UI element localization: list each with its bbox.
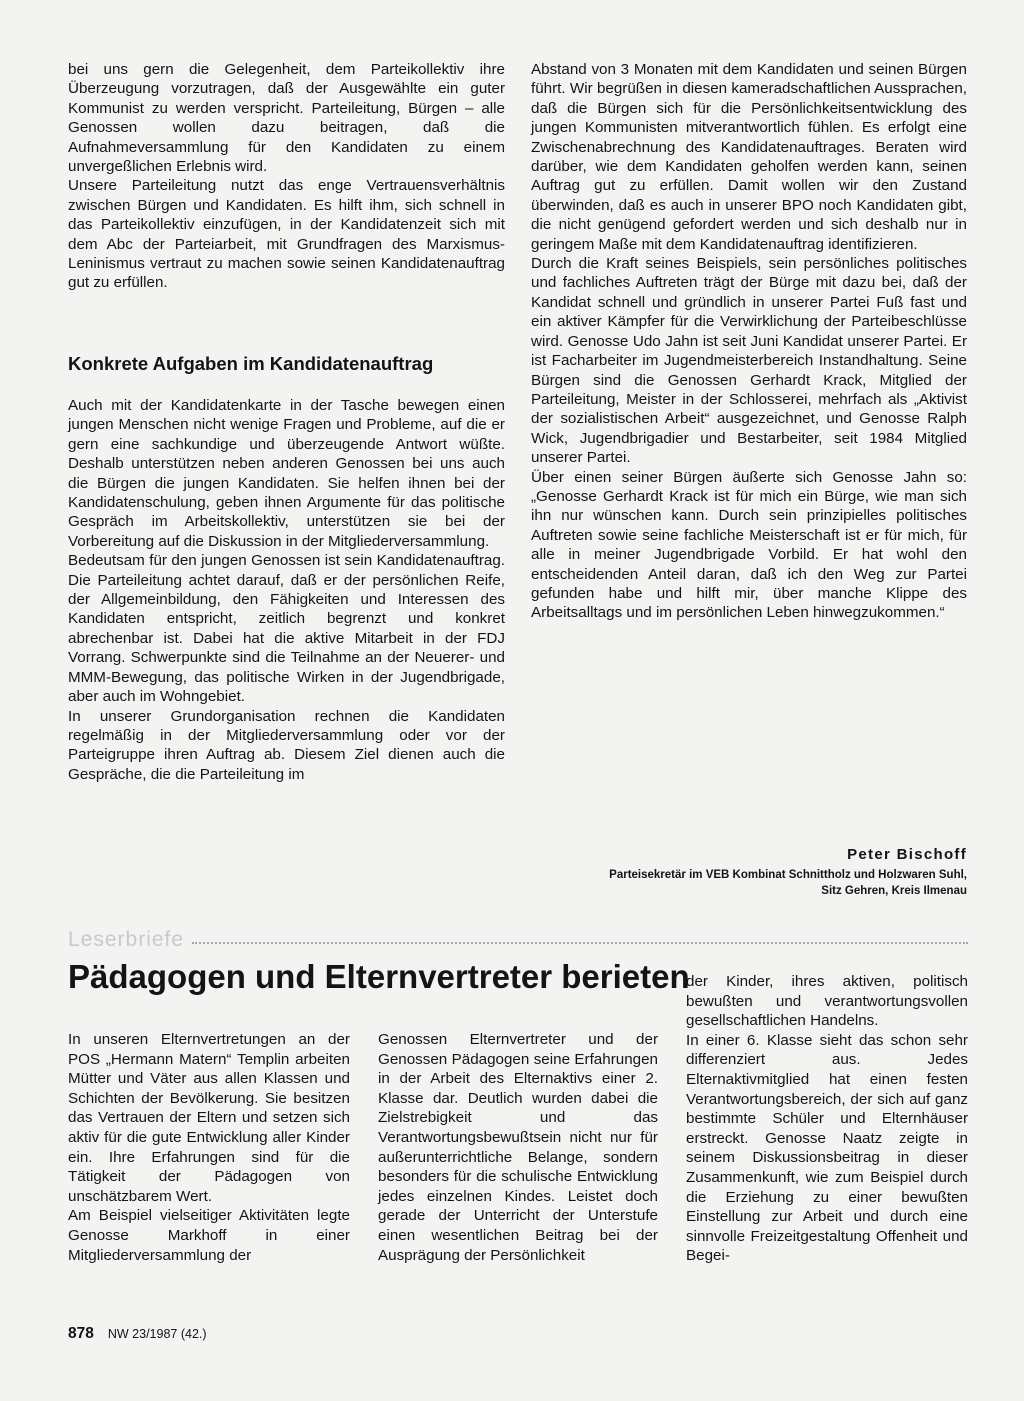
- paragraph: In unseren Elternvertretungen an der POS „Hermann Matern“ Templin arbeiten Mütter und Väter aus allen Klassen und Schichten der Bevölkerung. Sie besitzen das Vertrauen der Eltern und setzen sich aktiv für die gute Entwicklung aller Kinder ein. Ihre Erfahrungen sind für die Tätigkeit der Pädagogen von unschätzbarem Wert.: [68, 1031, 350, 1205]
- paragraph: Über einen seiner Bürgen äußerte sich Genosse Jahn so: „Genosse Gerhardt Krack ist für mich ein Bürge, wie man sich ihn nur wünschen kann. Durch sein prinzipielles politisches Auftreten sowie seine fachliche Meisterschaft ist er für mich, für alle in meiner Jugendbrigade Vorbild. Er hat wohl den entscheidenden Anteil daran, daß ich den Weg zur Partei gefunden habe und hilft mir, über manche Klippe des Arbeitsalltags und im persönlichen Leben hinwegzukommen.“: [531, 468, 967, 622]
- page-number: 878: [68, 1325, 94, 1342]
- paragraph: Unsere Parteileitung nutzt das enge Vertrauensverhältnis zwischen Bürgen und Kandidaten. Es hilft ihm, sich schnell in das Parteikollektiv einzufügen, in der Kandidatenzeit sich mit dem Abc der Parteiarbeit, mit Grundfragen des Marxismus-Leninismus vertraut zu machen sowie seinen Kandidatenauftrag gut zu erfüllen.: [68, 177, 505, 292]
- section-label: Leserbriefe: [68, 928, 185, 951]
- paragraph: Am Beispiel vielseitiger Aktivitäten legte Genosse Markhoff in einer Mitgliederversammlung der: [68, 1207, 350, 1264]
- paragraph: Abstand von 3 Monaten mit dem Kandidaten und seinen Bürgen führt. Wir begrüßen in diesen kameradschaftlichen Aussprachen, daß die Bürgen sich für die Persönlichkeitsentwicklung des jungen Kommunisten mitverantwortlich fühlen. Es erfolgt eine Zwischenabrechnung des Kandidatenauftrages. Beraten wird darüber, wie dem Kandidaten geholfen werden kann, seinen Auftrag gut zu erfüllen. Damit wollen wir den Zustand überwinden, daß es auch in unserer BPO noch Kandidaten gibt, die nicht genügend gefordert werden und sich deshalb nur in geringem Maße mit dem Kandidatenauftrag identifizieren.: [531, 61, 967, 253]
- article2-column3: [686, 972, 968, 1266]
- author-role-line: Parteisekretär im VEB Kombinat Schnittholz und Holzwaren Suhl,: [609, 869, 967, 881]
- paragraph: In einer 6. Klasse sieht das schon sehr differenziert aus. Jedes Elternaktivmitglied hat einen festen Verantwortungsbereich, der sich auf ganz bestimmte Schüler und Elternhäuser erstreckt. Genosse Naatz zeigte in seinem Diskussionsbeitrag in dieser Zusammenkunft, wie zum Beispiel durch die Erziehung zu einer bewußten Einstellung zur Arbeit und durch eine sinnvolle Freizeitgestaltung Offenheit und Begei-: [686, 1031, 968, 1265]
- section-header: [68, 928, 968, 952]
- article1-column1-top: [68, 60, 505, 293]
- paragraph: In unserer Grundorganisation rechnen die Kandidaten regelmäßig in der Mitgliederversammlung oder vor der Parteigruppe ihren Auftrag ab. Diesem Ziel dienen auch die Gespräche, die die Parteileitung im: [68, 707, 505, 783]
- issue-reference: NW 23/1987 (42.): [107, 1327, 207, 1341]
- page-footer: [68, 1325, 207, 1343]
- article1-column1-bottom: [68, 396, 505, 784]
- author-name: Peter Bischoff: [847, 846, 967, 863]
- paragraph: Durch die Kraft seines Beispiels, sein persönliches politisches und fachliches Auftreten trägt der Bürge mit dazu bei, daß der Kandidat schnell und gründlich in unserer Partei Fuß fast und ein aktiver Kämpfer für die Verwirklichung der Parteibeschlüsse wird. Genosse Udo Jahn ist seit Juni Kandidat unserer Partei. Er ist Facharbeiter im Jugendmeisterbereich Instandhaltung. Seine Bürgen sind die Genossen Gerhardt Krack, Mitglied der Parteileitung, Meister in der Schlosserei, mehrfach als „Aktivist der sozialistischen Arbeit“ ausgezeichnet, und Genosse Ralph Wick, Jugendbrigadier und Bestarbeiter, seit 1984 Mitglied unserer Partei.: [531, 255, 967, 467]
- article2-column1: [68, 1030, 350, 1265]
- article2-headline: Pädagogen und Elternvertreter berieten: [68, 958, 690, 995]
- section-divider: [192, 942, 968, 944]
- paragraph: der Kinder, ihres aktiven, politisch bewußten und verantwortungsvollen gesellschaftlichen Handelns.: [686, 973, 968, 1030]
- paragraph: Genossen Elternvertreter und der Genossen Pädagogen seine Erfahrungen in der Arbeit des Elternaktivs einer 2. Klasse dar. Deutlich wurden dabei die Zielstrebigkeit und das Verantwortungsbewußtsein nicht nur für außerunterrichtliche Belange, sondern besonders für die schulische Entwicklung jedes einzelnen Kindes. Leistet doch gerade der Unterricht der Unterstufe einen wesentlichen Beitrag bei der Ausprägung der Persönlichkeit: [378, 1031, 658, 1264]
- article1-column2: [531, 60, 967, 623]
- article1-subheading: Konkrete Aufgaben im Kandidatenauftrag: [68, 353, 434, 374]
- article2-column2: [378, 1030, 658, 1265]
- author-role-line: Sitz Gehren, Kreis Ilmenau: [821, 884, 967, 897]
- author-role: [531, 868, 967, 899]
- paragraph: bei uns gern die Gelegenheit, dem Parteikollektiv ihre Überzeugung vorzutragen, daß der Ausgewählte ein guter Kommunist zu werden verspricht. Parteileitung, Bürgen – alle Genossen wollen dazu beitragen, daß die Aufnahmeversammlung für den Kandidaten zu einem unvergeßlichen Erlebnis wird.: [68, 61, 505, 176]
- paragraph: Auch mit der Kandidatenkarte in der Tasche bewegen einen jungen Menschen nicht wenige Fragen und Probleme, auf die er gern eine sachkundige und überzeugende Antwort wüßte. Deshalb unterstützen neben anderen Genossen bei uns auch die Bürgen die jungen Kandidaten. Sie helfen ihnen bei der Kandidatenschulung, geben ihnen Argumente für das politische Gespräch im Arbeitskollektiv, unterstützen sie bei der Vorbereitung auf die Diskussion in der Mitgliederversammlung.: [68, 397, 505, 550]
- paragraph: Bedeutsam für den jungen Genossen ist sein Kandidatenauftrag. Die Parteileitung achtet darauf, daß er der persönlichen Reife, der Allgemeinbildung, den Fähigkeiten und Interessen des Kandidaten entspricht, zeitlich begrenzt und konkret abrechenbar ist. Dabei hat die aktive Mitarbeit in der FDJ Vorrang. Schwerpunkte sind die Teilnahme an der Neuerer- und MMM-Bewegung, das politische Wirken in der Jugendbrigade, aber auch im Wohngebiet.: [68, 552, 505, 706]
